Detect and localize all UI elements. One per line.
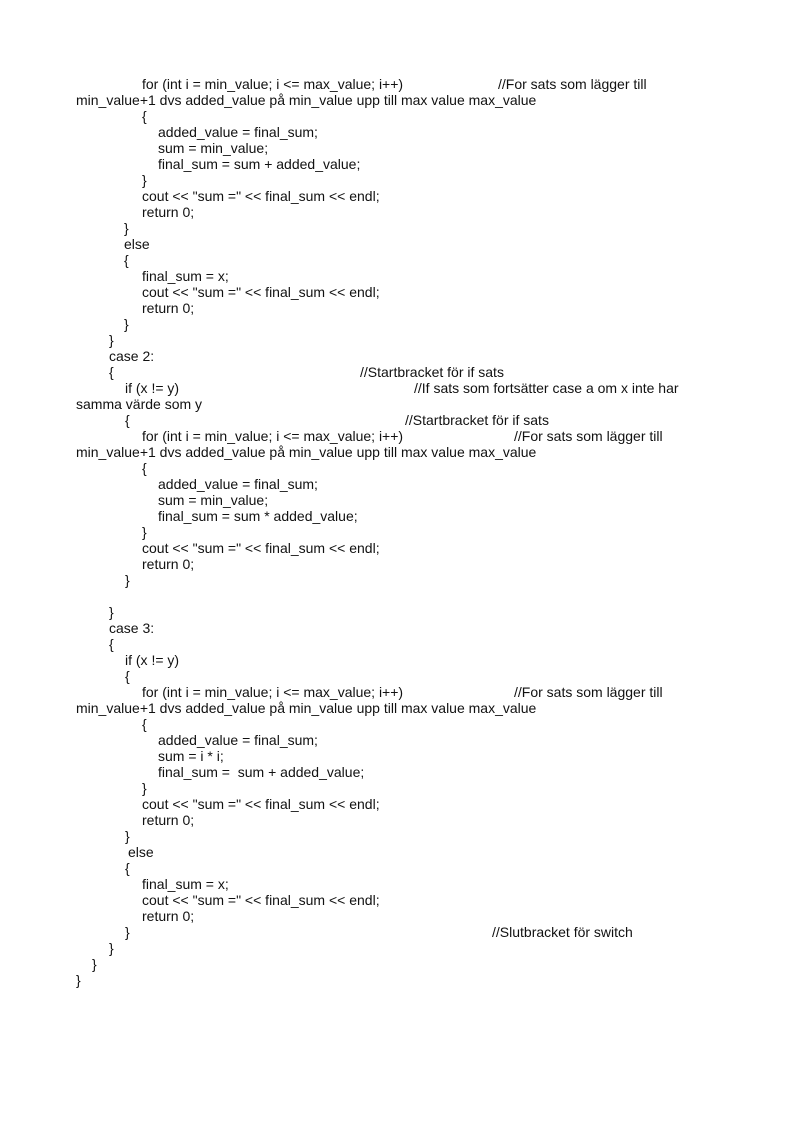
code-line: } [142, 172, 147, 188]
code-line: else [124, 236, 150, 252]
code-line: for (int i = min_value; i <= max_value; i++) [142, 684, 404, 700]
code-line: final_sum = sum + added_value; [158, 156, 361, 172]
code-line: } [142, 780, 147, 796]
code-comment: //If sats som fortsätter case a om x inte har [414, 380, 679, 396]
code-comment: //Slutbracket för switch [492, 924, 633, 940]
code-line: sum = min_value; [158, 140, 269, 156]
code-line: sum = min_value; [158, 492, 269, 508]
code-line: { [142, 460, 147, 476]
code-line: } [125, 924, 130, 940]
code-comment: //For sats som lägger till [514, 428, 663, 444]
code-line: if (x != y) [125, 380, 180, 396]
code-line: } [109, 604, 114, 620]
code-comment: //For sats som lägger till [498, 76, 647, 92]
code-line: cout << "sum =" << final_sum << endl; [142, 284, 380, 300]
code-line: cout << "sum =" << final_sum << endl; [142, 796, 380, 812]
code-line: case 3: [109, 620, 155, 636]
code-line: { [109, 636, 114, 652]
code-line: final_sum = x; [142, 876, 229, 892]
code-line: cout << "sum =" << final_sum << endl; [142, 188, 380, 204]
code-line: final_sum = sum * added_value; [158, 508, 358, 524]
code-line: } [109, 940, 114, 956]
code-line: return 0; [142, 204, 195, 220]
code-line: } [76, 972, 81, 988]
code-line: added_value = final_sum; [158, 732, 318, 748]
code-line: } [124, 316, 129, 332]
code-line: return 0; [142, 300, 195, 316]
code-line: } [109, 332, 114, 348]
code-line: return 0; [142, 812, 195, 828]
code-line: { [142, 716, 147, 732]
code-line: case 2: [109, 348, 155, 364]
code-line: added_value = final_sum; [158, 476, 318, 492]
code-line: } [124, 220, 129, 236]
code-line: samma värde som y [76, 396, 203, 412]
code-line: } [92, 956, 97, 972]
code-line: final_sum = sum + added_value; [158, 764, 365, 780]
code-line: cout << "sum =" << final_sum << endl; [142, 540, 380, 556]
code-line: for (int i = min_value; i <= max_value; i++) [142, 76, 404, 92]
code-line: } [125, 572, 130, 588]
code-line: } [142, 524, 147, 540]
code-line: { [124, 252, 129, 268]
code-comment: //Startbracket för if sats [360, 364, 504, 380]
code-comment: //Startbracket för if sats [405, 412, 549, 428]
code-line: { [125, 412, 130, 428]
code-line: final_sum = x; [142, 268, 229, 284]
code-line: sum = i * i; [158, 748, 224, 764]
code-line: } [125, 828, 130, 844]
code-line: { [109, 364, 114, 380]
code-line: if (x != y) [125, 652, 180, 668]
code-line: return 0; [142, 556, 195, 572]
code-line: { [125, 860, 130, 876]
code-line: added_value = final_sum; [158, 124, 318, 140]
code-line: { [125, 668, 130, 684]
code-line: for (int i = min_value; i <= max_value; i++) [142, 428, 404, 444]
code-line: min_value+1 dvs added_value på min_value upp till max value max_value [76, 444, 537, 460]
code-line: else [128, 844, 154, 860]
code-line: cout << "sum =" << final_sum << endl; [142, 892, 380, 908]
code-line: return 0; [142, 908, 195, 924]
code-comment: //For sats som lägger till [514, 684, 663, 700]
code-line: { [142, 108, 147, 124]
code-line: min_value+1 dvs added_value på min_value upp till max value max_value [76, 92, 537, 108]
code-line: min_value+1 dvs added_value på min_value upp till max value max_value [76, 700, 537, 716]
